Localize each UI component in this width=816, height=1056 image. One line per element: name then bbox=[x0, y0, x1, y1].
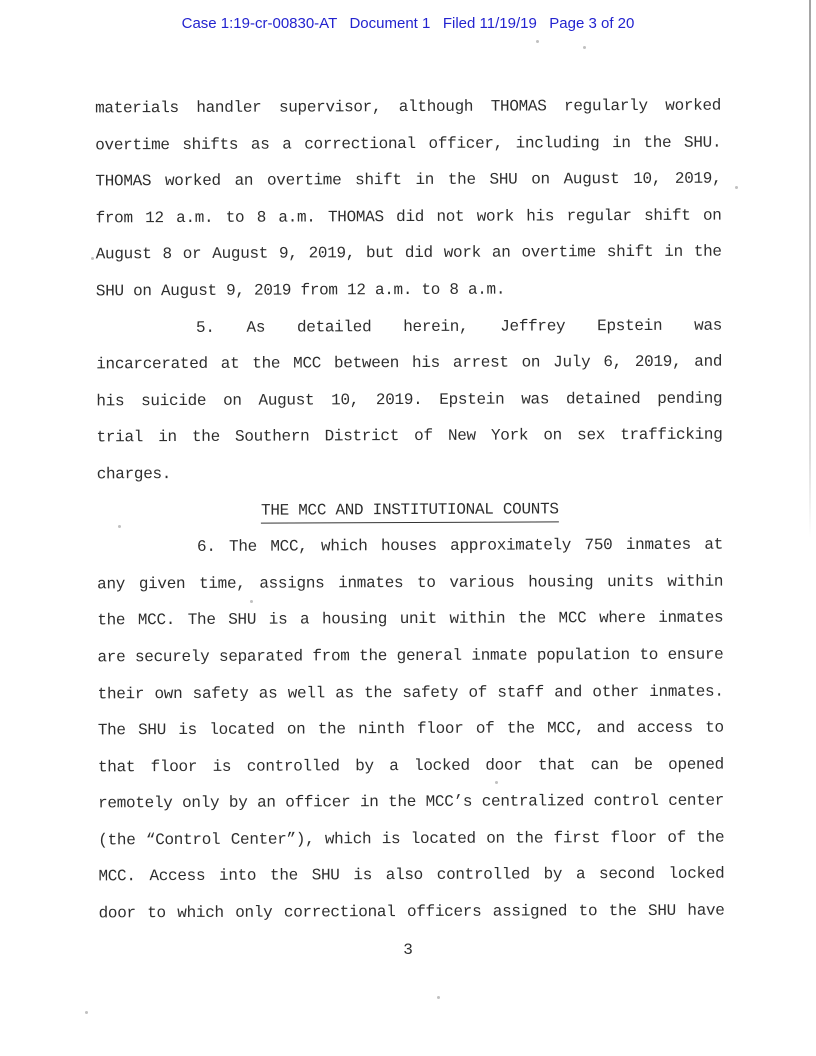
scan-speck bbox=[735, 186, 738, 189]
document-text-line: MCC. Access into the SHU is also controlled by a second locked bbox=[98, 865, 725, 886]
document-text-line: materials handler supervisor, although THOMAS regularly worked bbox=[95, 96, 722, 118]
document-text-line: door to which only correctional officers assigned to the SHU have bbox=[98, 901, 725, 923]
document-text-line: trial in the Southern District of New York on sex trafficking bbox=[96, 425, 723, 447]
page-number: 3 bbox=[403, 941, 413, 959]
document-text-line: August 8 or August 9, 2019, but did work an overtime shift in the bbox=[95, 243, 722, 264]
document-text-line: from 12 a.m. to 8 a.m. THOMAS did not work his regular shift on bbox=[95, 206, 722, 228]
document-text-line: their own safety as well as the safety of staff and other inmates. bbox=[97, 682, 724, 703]
section-heading-text: THE MCC AND INSTITUTIONAL COUNTS bbox=[261, 498, 559, 523]
scan-speck bbox=[118, 525, 121, 528]
scan-speck bbox=[583, 46, 586, 49]
document-text-line: charges. bbox=[96, 464, 172, 484]
document-text-line: that floor is controlled by a locked door that can be opened bbox=[97, 755, 724, 777]
document-text-line: The SHU is located on the ninth floor of the MCC, and access to bbox=[97, 718, 724, 740]
document-text-line: the MCC. The SHU is a housing unit within the MCC where inmates bbox=[97, 608, 724, 630]
section-heading bbox=[97, 490, 723, 529]
scan-speck bbox=[85, 1011, 88, 1014]
document-text-line: remotely only by an officer in the MCC’s centralized control center bbox=[98, 791, 725, 813]
scan-speck bbox=[91, 257, 94, 260]
document-text-line: incarcerated at the MCC between his arrest on July 6, 2019, and bbox=[96, 352, 723, 374]
document-text-line: 6. The MCC, which houses approximately 750 inmates at bbox=[196, 535, 724, 557]
document-text-line: (the “Control Center”), which is located on the first floor of the bbox=[98, 828, 725, 850]
scan-speck bbox=[437, 996, 440, 999]
scan-speck bbox=[250, 600, 253, 603]
scan-speck bbox=[536, 40, 539, 43]
scan-artifact-vertical-line bbox=[809, 0, 811, 538]
document-text-block bbox=[95, 88, 725, 932]
document-text-line: any given time, assigns inmates to various housing units within bbox=[97, 572, 724, 594]
document-text-line: 5. As detailed herein, Jeffrey Epstein was bbox=[195, 316, 723, 337]
document-text-line: THOMAS worked an overtime shift in the SHU on August 10, 2019, bbox=[95, 169, 722, 191]
document-text-line: SHU on August 9, 2019 from 12 a.m. to 8 a.m. bbox=[95, 280, 506, 301]
document-text-line: are securely separated from the general inmate population to ensure bbox=[97, 645, 724, 667]
document-text-line: his suicide on August 10, 2019. Epstein was detained pending bbox=[96, 389, 723, 411]
case-caption-header: Case 1:19-cr-00830-AT Document 1 Filed 11/19/19 Page 3 of 20 bbox=[181, 15, 635, 32]
scan-speck bbox=[495, 781, 498, 784]
document-text-line: overtime shifts as a correctional officer, including in the SHU. bbox=[95, 133, 722, 154]
